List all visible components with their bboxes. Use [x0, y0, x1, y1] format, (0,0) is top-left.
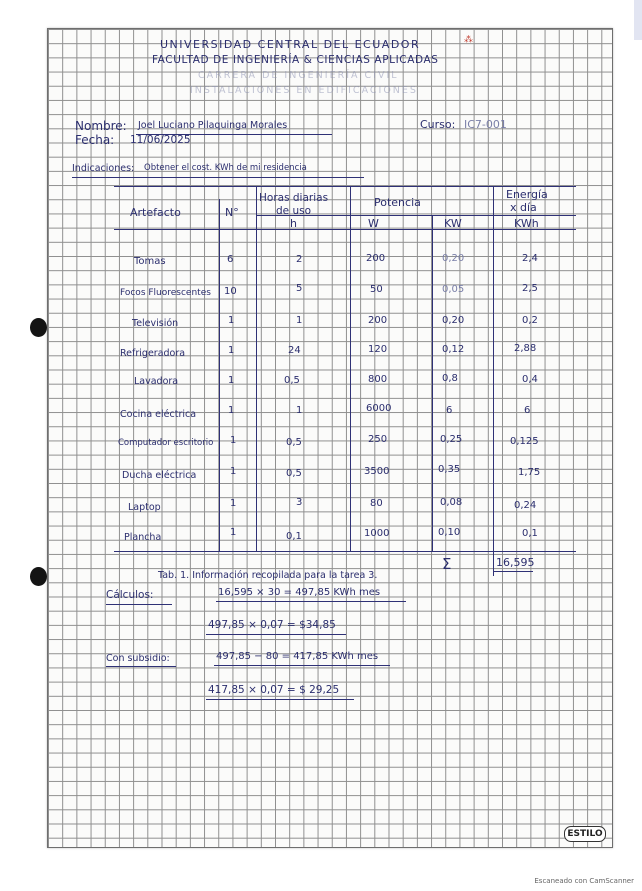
row-watts: 3500 — [364, 466, 390, 477]
punch-hole-top — [30, 318, 47, 337]
row-hours: 2 — [296, 254, 303, 265]
row-hours: 0,5 — [284, 375, 300, 386]
faint-header-line-2: INSTALACIONES EN EDIFICACIONES — [190, 85, 418, 96]
sum-symbol: Σ — [442, 555, 452, 573]
instructions-label: Indicaciones: — [72, 163, 135, 174]
row-artifact: Laptop — [128, 502, 161, 513]
date-value: 11/06/2025 — [130, 134, 191, 146]
row-watts: 1000 — [364, 528, 390, 539]
row-artifact: Tomas — [134, 256, 166, 267]
row-quantity: 6 — [227, 254, 234, 265]
date-label: Fecha: — [75, 133, 115, 147]
name-label: Nombre: — [75, 119, 127, 133]
header-hours-unit: h — [290, 217, 297, 230]
row-watts: 800 — [368, 374, 388, 385]
calculations-label: Cálculos: — [106, 589, 154, 601]
row-kw: 0,20 — [442, 315, 465, 326]
header-energy-line1: Energía — [506, 188, 548, 201]
row-kwh: 2,5 — [522, 283, 538, 294]
row-hours: 0,5 — [286, 437, 302, 448]
row-quantity: 1 — [230, 466, 237, 477]
calc-line-1-underline — [216, 601, 406, 602]
row-quantity: 1 — [230, 498, 237, 509]
total-underline — [493, 571, 533, 572]
row-quantity: 10 — [224, 286, 237, 297]
calc-line-2: 497,85 × 0,07 = $34,85 — [208, 619, 336, 631]
calc-line-4-underline — [206, 699, 354, 700]
total-kwh: 16,595 — [496, 556, 535, 569]
instructions-text: Obtener el cost. KWh de mi residencia — [144, 163, 307, 173]
row-watts: 250 — [368, 434, 388, 445]
row-quantity: 1 — [228, 345, 235, 356]
row-kwh: 0,1 — [522, 528, 538, 539]
row-kwh: 6 — [524, 405, 531, 416]
row-kwh: 0,24 — [514, 500, 537, 511]
row-quantity: 1 — [230, 527, 237, 538]
grid-paper-sheet — [47, 28, 613, 848]
subsidy-underline — [106, 666, 176, 667]
row-quantity: 1 — [230, 435, 237, 446]
header-energy-unit: KWh — [514, 217, 539, 230]
faculty-title: FACULTAD DE INGENIERÍA & CIENCIAS APLICADAS — [152, 54, 439, 66]
row-hours: 0,1 — [286, 531, 302, 542]
row-artifact: Refrigeradora — [120, 348, 186, 359]
row-hours: 5 — [296, 283, 303, 294]
row-kw: 0,12 — [442, 344, 465, 355]
row-artifact: Focos Fluorescentes — [120, 288, 211, 298]
row-artifact: Lavadora — [134, 376, 179, 387]
calc-line-3-underline — [214, 665, 390, 666]
calc-line-3: 497,85 − 80 = 417,85 KWh mes — [216, 651, 379, 662]
row-kw: 0,8 — [442, 373, 458, 384]
header-hours-line2: de uso — [276, 205, 312, 217]
row-quantity: 1 — [228, 405, 235, 416]
row-hours: 0,5 — [286, 468, 302, 479]
row-watts: 50 — [370, 284, 383, 295]
table-caption: Tab. 1. Información recopilada para la tarea 3. — [158, 570, 378, 581]
row-kw: 0,35 — [438, 464, 461, 475]
row-kwh: 0,4 — [522, 374, 538, 385]
header-power: Potencia — [374, 196, 421, 209]
scanner-watermark: Escaneado con CamScanner — [534, 877, 634, 885]
calculations-underline — [106, 604, 172, 605]
row-kw: 0,10 — [438, 527, 461, 538]
row-kwh: 1,75 — [518, 467, 541, 478]
row-hours: 24 — [288, 345, 301, 356]
row-kwh: 0,125 — [510, 436, 539, 447]
row-watts: 80 — [370, 498, 383, 509]
row-watts: 200 — [368, 315, 388, 326]
row-kw: 6 — [446, 405, 453, 416]
header-power-unit-w: W — [368, 217, 379, 230]
calc-line-2-underline — [206, 634, 346, 635]
punch-hole-bottom — [30, 567, 47, 586]
row-kw: 0,08 — [440, 497, 463, 508]
row-kw: 0,05 — [442, 284, 465, 295]
row-artifact: Plancha — [124, 532, 162, 543]
row-artifact: Computador escritorio — [118, 438, 214, 448]
row-hours: 1 — [296, 405, 303, 416]
row-artifact: Ducha eléctrica — [122, 470, 197, 481]
header-power-unit-kw: KW — [444, 217, 462, 230]
row-watts: 6000 — [366, 403, 392, 414]
instructions-underline — [72, 177, 364, 178]
header-hours-line1: Horas diarias — [259, 192, 329, 204]
row-kw: 0,25 — [440, 434, 463, 445]
scan-edge-mark — [634, 0, 642, 40]
row-kwh: 2,88 — [514, 343, 537, 354]
header-quantity: N° — [225, 206, 239, 219]
row-watts: 200 — [366, 253, 386, 264]
row-kwh: 0,2 — [522, 315, 538, 326]
row-kwh: 2,4 — [522, 253, 538, 264]
row-quantity: 1 — [228, 315, 235, 326]
brand-logo: ESTILO — [564, 826, 606, 842]
header-artifact: Artefacto — [130, 206, 181, 219]
course-value: IC7-001 — [464, 118, 507, 131]
row-hours: 3 — [296, 497, 303, 508]
row-artifact: Cocina eléctrica — [120, 409, 197, 420]
university-title: UNIVERSIDAD CENTRAL DEL ECUADOR — [160, 38, 421, 51]
calc-line-4: 417,85 × 0,07 = $ 29,25 — [208, 684, 340, 696]
calc-line-1: 16,595 × 30 = 497,85 KWh mes — [218, 587, 381, 598]
row-quantity: 1 — [228, 375, 235, 386]
name-value: Joel Luciano Pilaquinga Morales — [138, 120, 288, 131]
row-artifact: Televisión — [132, 318, 179, 329]
row-hours: 1 — [296, 315, 303, 326]
subsidy-label: Con subsidio: — [106, 653, 170, 664]
faint-header-line-1: CARRERA DE INGENIERÍA CIVIL — [198, 70, 399, 81]
red-stamp-icon: ⁂ — [464, 35, 473, 45]
row-watts: 120 — [368, 344, 388, 355]
course-label: Curso: — [420, 118, 456, 131]
header-energy-line2: x día — [510, 201, 537, 214]
row-kw: 0,20 — [442, 253, 465, 264]
